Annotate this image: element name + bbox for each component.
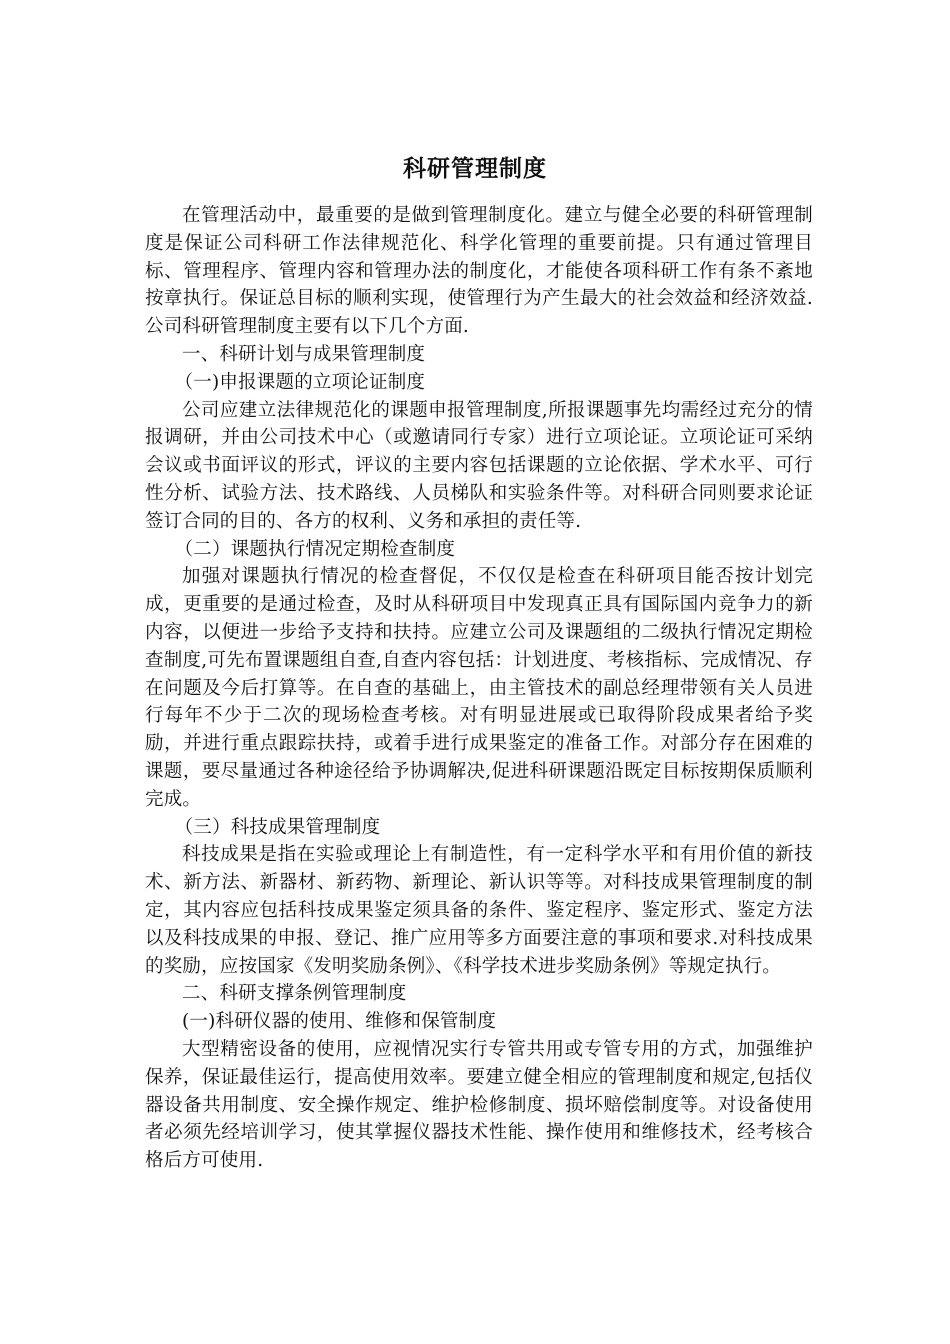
paragraph-1-1: 公司应建立法律规范化的课题申报管理制度,所报课题事先均需经过充分的情报调研，并由公司技术中心（或邀请同行专家）进行立项论证。立项论证可采纳会议或书面评议的形式，评议的主要内容包括课题的立论依据、学术水平、可行性分析、试验方法、技术路线、人员梯队和实验条件等。对科研合同则要求论证签订合同的目的、各方的权利、义务和承担的责任等. [145,399,813,532]
intro-paragraph: 在管理活动中，最重要的是做到管理制度化。建立与健全必要的科研管理制度是保证公司科研工作法律规范化、科学化管理的重要前提。只有通过管理目标、管理程序、管理内容和管理办法的制度化，才能使各项科研工作有条不紊地按章执行。保证总目标的顺利实现，使管理行为产生最大的社会效益和经济效益.公司科研管理制度主要有以下几个方面. [145,205,813,338]
paragraph-1-2: 加强对课题执行情况的检查督促，不仅仅是检查在科研项目能否按计划完成，更重要的是通过检查，及时从科研项目中发现真正具有国际国内竞争力的新内容，以便进一步给予支持和扶持。应建立公司及课题组的二级执行情况定期检查制度,可先布置课题组自查,自查内容包括：计划进度、考核指标、完成情况、存在问题及今后打算等。在自查的基础上，由主管技术的副总经理带领有关人员进行每年不少于二次的现场检查考核。对有明显进展或已取得阶段成果者给予奖励，并进行重点跟踪扶持，或着手进行成果鉴定的准备工作。对部分存在困难的课题，要尽量通过各种途径给予协调解决,促进科研课题沿既定目标按期保质顺利完成。 [145,566,813,810]
paragraph-1-3: 科技成果是指在实验或理论上有制造性，有一定科学水平和有用价值的新技术、新方法、新器材、新药物、新理论、新认识等等。对科技成果管理制度的制定，其内容应包括科技成果鉴定须具备的条件、鉴定程序、鉴定形式、鉴定方法以及科技成果的申报、登记、推广应用等多方面要注意的事项和要求.对科技成果的奖励，应按国家《发明奖励条例》、《科学技术进步奖励条例》等规定执行。 [145,844,813,977]
section-heading-1: 一、科研计划与成果管理制度 [182,343,426,365]
document-body [145,202,813,1175]
subsection-heading-1-1: （一)申报课题的立项论证制度 [174,371,426,393]
section-heading-2: 二、科研支撑条例管理制度 [182,983,407,1005]
paragraph-2-1: 大型精密设备的使用，应视情况实行专管共用或专管专用的方式，加强维护保养，保证最佳运行，提高使用效率。要建立健全相应的管理制度和规定,包括仪器设备共用制度、安全操作规定、维护检修制度、损坏赔偿制度等。对设备使用者必须先经培训学习，使其掌握仪器技术性能、操作使用和维修技术，经考核合格后方可使用. [145,1038,813,1172]
document-title: 科研管理制度 [403,156,547,182]
subsection-heading-1-3: （三）科技成果管理制度 [174,816,381,838]
subsection-heading-2-1: (一)科研仪器的使用、维修和保管制度 [182,1011,497,1033]
subsection-heading-1-2: （二）课题执行情况定期检查制度 [174,538,456,560]
